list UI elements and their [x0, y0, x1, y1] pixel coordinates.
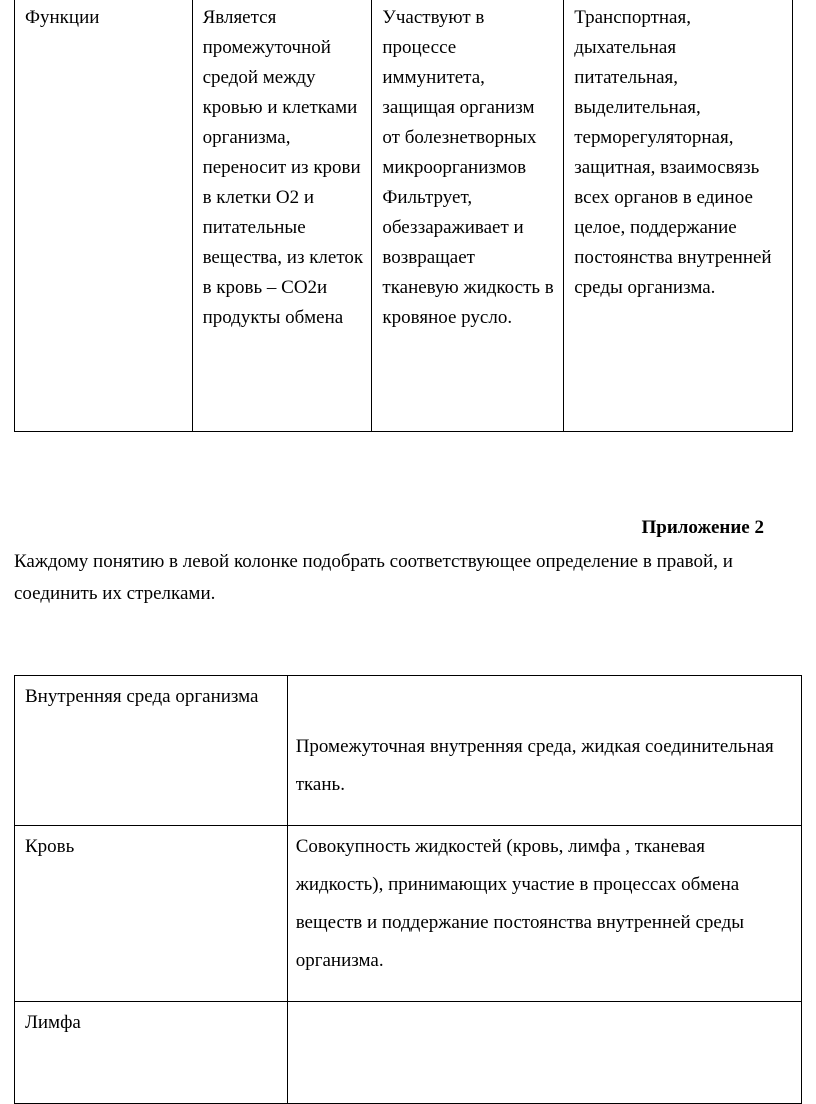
tissue-fluid-function-cell: [192, 0, 372, 432]
term-cell: [15, 1002, 288, 1104]
functions-table: [14, 0, 793, 432]
definition-cell: [287, 676, 801, 826]
matching-table: [14, 675, 802, 1104]
table-row: [15, 1002, 802, 1104]
term-cell: [15, 826, 288, 1002]
row-label-cell: [15, 0, 193, 432]
definition-text: Совокупность жидкостей (кровь, лимфа , тканевая жидкость), принимающих участие в процессах обмена веществ и поддержание постоянства внутренней среды организма.: [295, 836, 745, 971]
lymph-function-text: Участвуют в процессе иммунитета, защищая организм от болезнетворных микроорганизмов Фильтрует, обеззараживает и возвращает тканевую жидкость в кровяное русло.: [382, 7, 554, 328]
appendix-title: Приложение 2: [641, 517, 764, 538]
term-cell: [15, 676, 288, 826]
table-row: [15, 826, 802, 1002]
term-text: Лимфа: [25, 1012, 81, 1033]
instruction-text: Каждому понятию в левой колонке подобрать соответствующее определение в правой, и соединить их стрелками.: [14, 551, 733, 604]
functions-row: [15, 0, 793, 432]
lymph-function-cell: [372, 0, 564, 432]
table-row: [15, 676, 802, 826]
definition-cell: [287, 826, 801, 1002]
blood-function-text: Транспортная, дыхательная питательная, выделительная, терморегуляторная, защитная, взаимосвязь всех органов в единое целое, поддержание постоянства внутренней среды организма.: [574, 7, 772, 298]
row-label: Функции: [25, 7, 100, 28]
blood-function-cell: [564, 0, 793, 432]
term-text: Кровь: [25, 836, 75, 857]
tissue-fluid-function-text: Является промежуточной средой между кровью и клетками организма, переносит из крови в клетки О2 и питательные вещества, из клеток в кровь – СО2и продукты обмена: [202, 7, 364, 328]
definition-cell: [287, 1002, 801, 1104]
term-text: Внутренняя среда организма: [25, 686, 259, 707]
definition-text: Промежуточная внутренняя среда, жидкая соединительная ткань.: [295, 736, 774, 795]
